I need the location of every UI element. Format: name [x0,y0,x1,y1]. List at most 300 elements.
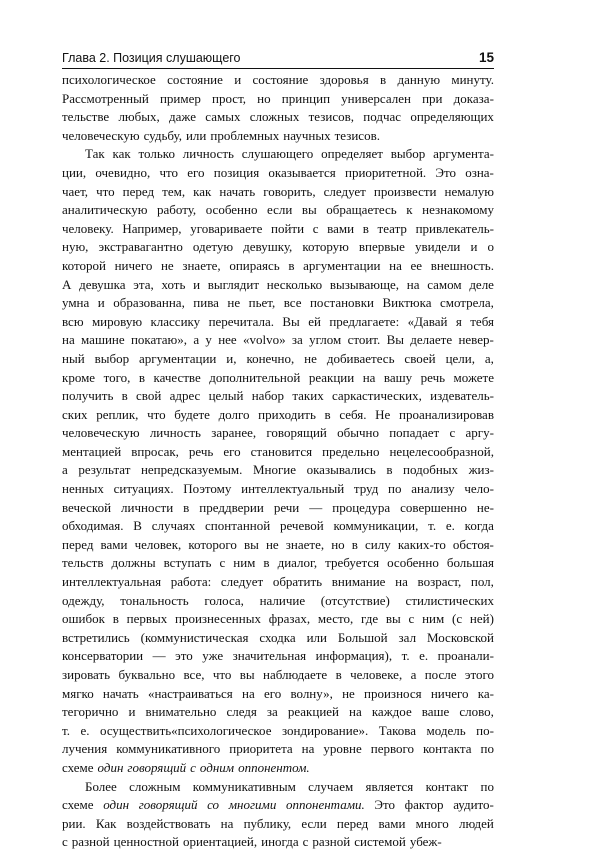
word: подчас [363,109,402,125]
text-line [62,536,494,555]
word: многими [228,797,277,813]
word: волну», [290,685,333,701]
text-line [62,145,494,164]
word: в [263,555,270,571]
word: опираясь [229,257,280,273]
word: нецелесообразной, [389,443,494,459]
word: а [193,332,200,348]
text-line [62,127,494,146]
word: покатаю», [130,332,188,348]
text-line [62,424,494,443]
word: ваше [421,704,450,720]
text-line [62,480,494,499]
text-line [62,573,494,592]
text-line [62,238,494,257]
word: сходка [259,629,296,645]
word: вашу [383,369,413,385]
word: выбор [390,146,426,162]
word: как [112,146,131,162]
word: пример [159,90,201,106]
text-line [62,685,494,704]
word: требуется [325,555,380,571]
word: заранее, [211,425,257,441]
word: мягко [62,685,94,701]
text-line [62,778,494,797]
word: обходимая. [62,518,124,534]
word: к [406,202,413,218]
text-line [62,276,494,295]
word: не [265,536,279,552]
running-head [62,50,494,69]
word: ненных [62,481,104,497]
word: силу [365,536,391,552]
word: контакт [425,778,469,794]
word: тезисов. [334,127,380,143]
word: (коммунистическая [140,629,249,645]
word: с [312,220,319,236]
word: Поэтому [183,481,232,497]
word: коммуникативным [192,778,296,794]
word: тебя [470,313,494,329]
word: тельств [62,555,104,571]
word: диалог, [277,555,318,571]
word: не [342,685,355,701]
word: эта, [133,276,154,292]
word: уговариваете [190,220,263,236]
word: Вы [386,332,404,348]
word: я [455,313,462,329]
word: т. [401,648,410,664]
word: при [422,90,443,106]
word: что [147,406,166,422]
word: Это [374,797,396,813]
word: ее [410,257,423,273]
word: аудито- [453,797,494,813]
word: вами [100,536,128,552]
word: — [152,648,166,664]
word: немалую [444,183,494,199]
word: любых, [118,109,160,125]
word: на [389,257,402,273]
word: на [62,332,75,348]
word: в [386,462,393,478]
word: внимательно [145,704,217,720]
word: ских [62,406,88,422]
word: озна- [465,164,494,180]
word: одетую [192,239,234,255]
word: ей [308,313,321,329]
word: тезисов, [308,109,354,125]
text-line [62,592,494,611]
word: рии. [62,815,86,831]
word: в [351,536,358,552]
word: уже [202,648,224,664]
word: оказывается [268,164,336,180]
word: коммуникативного [116,741,221,757]
word: личности [121,499,174,515]
word: аргументации [303,257,381,273]
word: особенно [387,555,439,571]
word: е. [80,722,90,738]
word: если [267,202,293,218]
word: что [212,667,232,682]
word: совершенно [400,499,467,515]
word: психологическое [62,72,156,87]
word: которую [302,239,349,255]
word: слушающего [241,146,314,162]
word: таких [292,388,324,404]
word: аргументации [139,350,217,366]
word: будете [174,406,210,422]
word: а [410,667,417,682]
word: ним [422,611,445,627]
word: «настраиваться [147,685,233,701]
word: конечно, [246,350,295,366]
word: человеческую [62,127,140,143]
text-line [62,201,494,220]
word: или [185,127,207,143]
word: которой [62,257,106,273]
word: обратить [272,574,323,590]
text-line [62,257,494,276]
word: Так [85,146,105,162]
word: делаете [410,332,453,348]
word: его [223,443,241,459]
word: следя [226,704,257,720]
word: ним [233,555,256,571]
word: человеческую [62,425,140,441]
word: постановки [309,295,374,311]
word: аргумента- [433,146,494,162]
word: ции, [62,164,87,180]
word: набор [251,388,285,404]
word: тегорично [62,704,119,720]
word: публику, [243,815,292,831]
word: классику [150,313,201,329]
word: произнесенных [175,611,261,627]
word: и [234,72,242,87]
word: девушку, [243,239,293,255]
word: ничего [430,685,469,701]
word: умна [62,295,90,311]
word: в [138,369,145,385]
text-line [62,294,494,313]
word: а, [484,350,494,366]
word: консерватории [62,648,144,664]
word: Более [85,778,117,794]
word: состояние [252,72,309,87]
word: в [121,388,128,404]
word: оказывались [306,462,376,478]
text-line [62,164,494,183]
word: Рассмотренный [62,90,149,106]
word: первого [370,741,415,757]
word: говорить, [263,183,316,199]
word: случаях [151,518,196,534]
text-line [62,220,494,239]
word: ориентацией, [182,834,258,850]
word: научных [283,127,331,143]
word: ментацией [62,443,122,459]
word: вами [327,220,355,236]
word: а [62,462,68,478]
word: все [283,295,302,311]
word: деле [469,276,494,292]
word: но [257,90,271,106]
word: модель [426,722,466,738]
word: каждое [371,704,412,720]
word: начать [219,183,256,199]
word: знаете, [182,257,221,273]
word: много [415,815,449,831]
text-line [62,554,494,573]
word: не [160,257,174,273]
word: состояние [167,72,223,87]
word: Такова [378,722,417,738]
word: системой [354,834,406,850]
text-line [62,406,494,425]
word: место, [317,611,354,627]
word: у [205,332,212,348]
word: ошибок [62,611,105,627]
word: не [227,295,241,311]
word: приоритетной. [344,164,427,180]
word: коммуникации, [333,518,419,534]
word: чело- [464,481,494,497]
word: обычно [337,425,379,441]
word: которого [188,536,237,552]
word: но [331,536,345,552]
word: приоритета [229,741,293,757]
word: по [480,741,494,757]
word: человек, [134,536,182,552]
word: привлекатель- [415,220,494,236]
word: свой [136,388,162,404]
word: определяющих [410,109,494,125]
text-line [62,461,494,480]
word: ситуациях. [113,481,174,497]
word: чает, [62,183,89,199]
text-line [62,313,494,332]
word: на [395,574,408,590]
word: фразах, [268,611,311,627]
word: интеллектуальный [241,481,345,497]
word: ка- [477,685,494,701]
word: особенно [205,202,258,218]
word: по [480,778,494,794]
word: убеж- [409,834,442,850]
word: Московской [427,629,494,645]
word: работа: [170,574,212,590]
word: за [266,704,278,720]
word: своей [404,350,436,366]
word: сложным [129,778,181,794]
word: речь [420,369,446,385]
word: работу, [157,202,197,218]
text-line [62,90,494,109]
word: о [487,239,494,255]
word: большая [446,555,494,571]
word: А [62,276,72,292]
word: с [219,555,226,571]
word: перед [122,183,155,199]
word: один [103,797,130,813]
word: и, [226,350,237,366]
word: стоит. [347,332,381,348]
text-line [62,815,494,834]
word: или [306,629,327,645]
word: на [220,815,234,831]
word: и [97,295,105,311]
word: дополнительной [209,369,301,385]
word: человеку. [62,220,114,236]
text-line [62,499,494,518]
word: принцип [281,90,331,106]
word: добиваетесь [326,350,395,366]
word: и [470,239,478,255]
word: возраст, [417,574,462,590]
word: можете [453,369,494,385]
word: по [388,481,402,497]
word: по- [476,722,494,738]
word: того, [103,369,131,385]
word: говорящий [138,797,198,813]
word: Например, [122,220,182,236]
word: на [241,685,255,701]
word: в [335,667,342,682]
word: долго [218,406,250,422]
word: мировую [91,313,143,329]
word: сложных [249,109,300,125]
word: и [193,276,201,292]
word: становится [250,443,313,459]
word: начать [102,685,139,701]
word: схеме [62,759,94,775]
word: е. [445,518,455,534]
word: уровне [323,741,362,757]
word: с [408,611,415,627]
word: его [263,685,282,701]
word: с [62,834,68,850]
word: проанали- [437,648,494,664]
word: непредсказуемым. [140,462,243,478]
word: вы [239,667,255,682]
word: предельно [322,443,380,459]
word: в [324,406,331,422]
word: после [424,667,457,682]
paragraph [62,778,494,852]
text-line [62,350,494,369]
word: значительная [232,648,307,664]
word: информация), [315,648,393,664]
word: является [365,778,414,794]
word: произвести [373,183,437,199]
word: на [349,704,362,720]
word: если [301,815,327,831]
word: смотрела, [439,295,494,311]
text-line [62,71,494,90]
word: доказа- [453,90,494,106]
word: вы [243,536,259,552]
word: прост, [212,90,247,106]
word: вами [378,815,406,831]
word: интеллектуальная [62,574,162,590]
word: себя. [339,406,367,422]
word: реплик, [96,406,139,422]
word: случаем [308,778,354,794]
text-line [62,331,494,350]
word: вы [385,611,401,627]
word: его [187,164,205,180]
word: спонтанной [205,518,271,534]
word: как [193,183,212,199]
word: реакцией [287,704,340,720]
word: попадает [389,425,440,441]
word: выбор [94,350,130,366]
word: аналитическую [62,202,148,218]
word: даже [169,109,196,125]
text-line [62,703,494,722]
text-line [62,443,494,462]
word: «Давай [407,313,448,329]
text-line [62,722,494,741]
word: здоровья [319,72,369,87]
text-line [62,183,494,202]
word: перед [336,815,369,831]
word: незнакомому [422,202,494,218]
word: преддверии [199,499,264,515]
word: с [190,759,196,775]
word: — [309,499,323,515]
word: позиция [213,164,260,180]
word: что [96,183,115,199]
word: реакции [308,369,355,385]
word: несколько [266,276,323,292]
word: обстоя- [452,536,494,552]
text-line [62,796,494,815]
word: очевидно, [95,164,151,180]
word: обращаетесь [326,202,397,218]
word: проанализировав [398,406,494,422]
word: экстравагантно [98,239,183,255]
word: в [288,257,295,273]
word: (с [452,611,463,627]
word: Виктюка [382,295,432,311]
word: адрес [169,388,201,404]
text-line [62,387,494,406]
word: человеке, [350,667,403,682]
text-line [62,759,494,778]
word: только [138,146,175,162]
word: личность [182,146,234,162]
word: оппонентами. [286,797,365,813]
word: зондирование». [281,722,369,738]
word: схеме [62,797,94,813]
word: личность [149,425,201,441]
word: минуту. [451,72,494,87]
word: речь [188,443,214,459]
word: одним [199,759,235,775]
word: девушка [79,276,126,292]
word: должны [111,555,156,571]
word: нее [218,332,237,348]
word: внимание [331,574,386,590]
word: каких-то [397,536,446,552]
word: всю [62,313,84,329]
word: впервые [358,239,405,255]
word: т. [428,518,437,534]
word: е. [419,648,429,664]
